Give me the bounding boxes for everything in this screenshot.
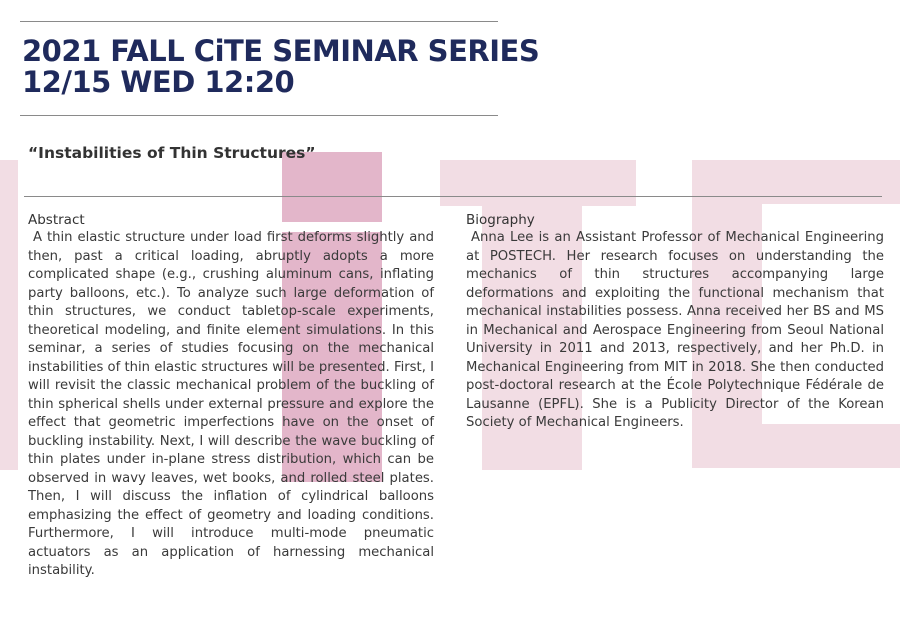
header [22, 36, 539, 98]
biography-text: Anna Lee is an Assistant Professor of Mechanical Engineering at POSTECH. Her research focuses on understanding the mechanics of thin structures accompanying large deformations and exploiting the functional mechanism that mechanical instabilities possess. Anna received her BS and MS in Mechanical and Aerospace Engineering from Seoul National University in 2011 and 2013, respectively, and her Ph.D. in Mechanical Engineering from MIT in 2018. She then conducted post-doctoral research at the École Polytechnique Fédérale de Lausanne (EPFL). She is a Publicity Director of the Korean Society of Mechanical Engineers. [466, 230, 884, 430]
header-divider [20, 115, 498, 116]
biography-section [466, 212, 884, 433]
date-time: 12/15 WED 12:20 [22, 65, 295, 99]
abstract-text: A thin elastic structure under load first deforms slightly and then, past a critical loading, abruptly adopts a more complicated shape (e.g., crushing aluminum cans, inflating party balloons, etc.). To analyze such large deformation of thin structures, we conduct tabletop-scale experiments, theoretical modeling, and finite element simulations. In this seminar, a series of studies focusing on the mechanical instabilities of thin elastic structures will be presented. First, I will revisit the classic mechanical problem of the buckling of thin spherical shells under external pressure and explore the effect that geometric imperfections have on the onset of buckling instability. Next, I will describe the wave buckling of thin plates under in-plane stress distribution, which can be observed in wavy leaves, wet books, and rolled steel plates. Then, I will discuss the inflation of cylindrical balloons emphasizing the effect of geometry and loading conditions. Furthermore, I will introduce multi-mode pneumatic actuators as an application of harnessing mechanical instability. [28, 230, 434, 578]
watermark-c-shape [0, 160, 18, 470]
abstract-heading: Abstract [28, 212, 85, 228]
top-divider [20, 21, 498, 22]
watermark-t-bar [440, 160, 636, 206]
biography-heading: Biography [466, 212, 535, 228]
abstract-section [28, 212, 434, 581]
series-title: 2021 FALL CiTE SEMINAR SERIES [22, 34, 540, 68]
section-divider [24, 196, 882, 197]
watermark-e-top [692, 160, 900, 204]
talk-title: “Instabilities of Thin Structures” [28, 144, 316, 162]
